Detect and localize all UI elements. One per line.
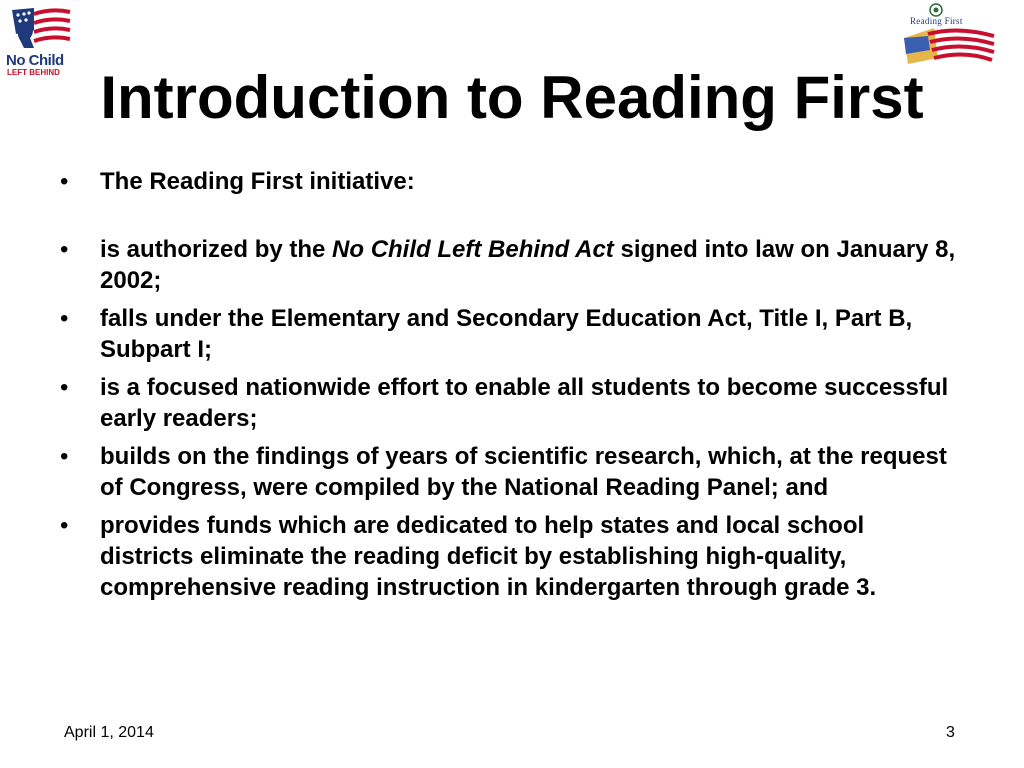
logo-text-reading-first: Reading First <box>910 16 963 26</box>
bullet-item: • is a focused nationwide effort to enable all students to become successful early readers; <box>60 372 960 434</box>
bullet-item <box>60 234 960 296</box>
bullet-text-post: signed into law on January 8, 2002; <box>100 236 956 294</box>
page-number: 3 <box>946 724 955 741</box>
bullet-text-pre: is authorized by the <box>100 236 333 263</box>
flag-profile-icon <box>4 4 74 54</box>
act-name: No Child Left Behind Act <box>332 236 614 263</box>
footer-date: April 1, 2014 <box>64 724 154 741</box>
bullet-item: • builds on the findings of years of scientific research, which, at the request of Congress, were compiled by the National Reading Panel; and <box>60 441 960 503</box>
bullet-item: • falls under the Elementary and Secondary Education Act, Title I, Part B, Subpart I; <box>60 303 960 365</box>
bullet-list <box>60 166 960 610</box>
bullet-item: • The Reading First initiative: <box>60 166 960 197</box>
reading-first-logo <box>898 2 998 66</box>
slide-title: Introduction to Reading First <box>100 64 924 131</box>
bullet-item: • provides funds which are dedicated to help states and local school districts eliminate the reading deficit by establishing high-quality, comprehensive reading instruction in kindergarten through grade 3. <box>60 510 960 603</box>
logo-text-left-behind: LEFT BEHIND <box>7 68 60 77</box>
reading-first-flag-icon <box>898 2 998 66</box>
logo-text-no-child: No Child <box>6 52 64 69</box>
